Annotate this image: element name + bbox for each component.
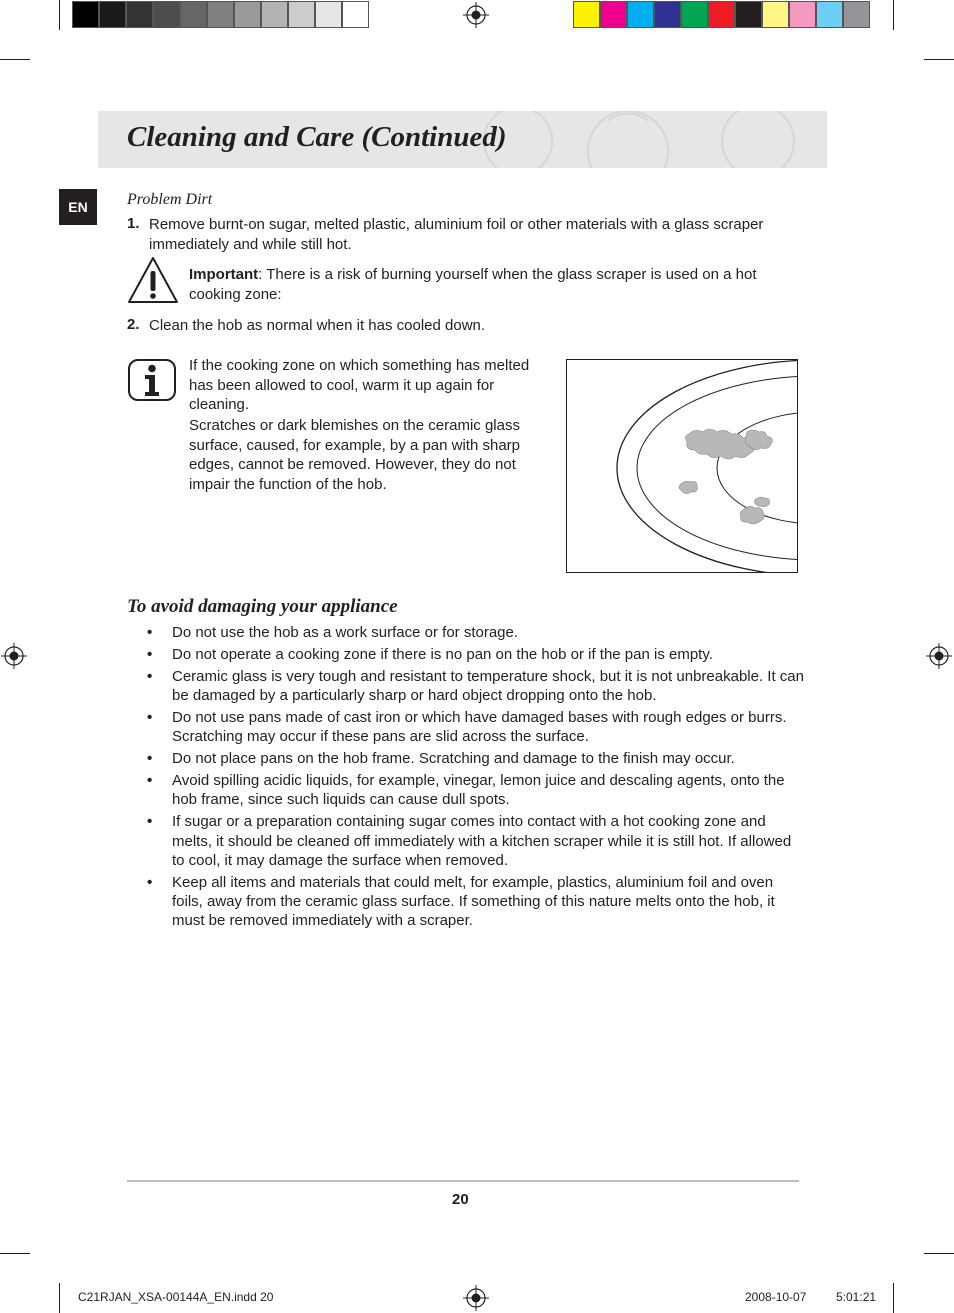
bullet-icon: •: [147, 708, 153, 726]
grayscale-swatch: [315, 1, 342, 28]
list-item-text: Do not use pans made of cast iron or which have damaged bases with rough edges or burrs. Scratching may occur if these pans are slid across the surface.: [172, 708, 787, 746]
problem-dirt-subheading: Problem Dirt: [127, 191, 213, 208]
tomato-watermark-icon: [458, 111, 827, 168]
process-color-swatch: [681, 1, 708, 28]
registration-mark-icon: [463, 1285, 489, 1311]
step-1-number: 1.: [127, 215, 140, 232]
crop-mark: [893, 0, 894, 30]
list-item-text: Do not operate a cooking zone if there is no pan on the hob or if the pan is empty.: [172, 645, 713, 663]
info-paragraph-1: If the cooking zone on which something has melted has been allowed to cool, warm it up again for cleaning.: [189, 357, 530, 413]
important-note: [189, 265, 804, 304]
hob-dirt-illustration: [566, 359, 798, 573]
grayscale-swatch: [342, 1, 369, 28]
bullet-icon: •: [147, 667, 153, 685]
bullet-icon: •: [147, 772, 153, 790]
crop-mark: [59, 0, 60, 30]
step-2-number: 2.: [127, 316, 140, 333]
crop-mark: [0, 59, 30, 60]
bullet-icon: •: [147, 813, 153, 831]
title-banner: [98, 111, 827, 168]
list-item-text: If sugar or a preparation containing sugar comes into contact with a hot cooking zone and melts, it should be cleaned off immediately with a kitchen scraper while it is still hot. If allowed to cool, it may damage the surface when removed.: [172, 813, 792, 869]
list-item: [147, 812, 807, 870]
grayscale-swatch: [207, 1, 234, 28]
crop-mark: [59, 1283, 60, 1313]
hob-zone-drawing: [567, 360, 798, 573]
grayscale-swatch: [288, 1, 315, 28]
step-1-text: Remove burnt-on sugar, melted plastic, aluminium foil or other materials with a glass scraper immediately and while still hot.: [149, 216, 764, 253]
grayscale-swatch: [234, 1, 261, 28]
important-label: Important: [189, 266, 259, 283]
bullet-icon: •: [147, 873, 153, 891]
grayscale-swatch: [153, 1, 180, 28]
list-item: [147, 623, 807, 642]
registration-mark-icon: [463, 2, 489, 28]
grayscale-swatch: [126, 1, 153, 28]
info-paragraph-2: Scratches or dark blemishes on the ceramic glass surface, caused, for example, by a pan with sharp edges, cannot be removed. However, they do not impair the function of the hob.: [189, 417, 521, 493]
crop-mark: [924, 59, 954, 60]
registration-mark-icon: [1, 643, 27, 669]
page-title: Cleaning and Care (Continued): [127, 121, 507, 153]
list-item: [147, 645, 807, 664]
list-item: [147, 708, 807, 747]
warning-triangle-icon: [127, 256, 179, 304]
process-color-bar: [573, 1, 870, 29]
list-item: [147, 873, 807, 931]
avoid-damage-heading: To avoid damaging your appliance: [127, 596, 398, 617]
language-tab: EN: [59, 189, 97, 225]
list-item-text: Do not place pans on the hob frame. Scratching and damage to the finish may occur.: [172, 750, 735, 768]
list-item-text: Ceramic glass is very tough and resistant to temperature shock, but it is not unbreakable. It can be damaged by a particularly sharp or hard object dropping onto the hob.: [172, 667, 804, 705]
process-color-swatch: [816, 1, 843, 28]
crop-mark: [0, 1253, 30, 1254]
step-2-text: Clean the hob as normal when it has cooled down.: [149, 317, 486, 334]
grayscale-swatch: [72, 1, 99, 28]
crop-mark: [893, 1283, 894, 1313]
bullet-icon: •: [147, 624, 153, 641]
info-icon: [128, 359, 176, 401]
page-number: 20: [452, 1191, 469, 1208]
print-time: 5:01:21: [836, 1290, 877, 1304]
process-color-swatch: [654, 1, 681, 28]
process-color-swatch: [735, 1, 762, 28]
list-item: [147, 771, 807, 810]
grayscale-color-bar: [72, 1, 369, 29]
avoid-damage-list: [147, 623, 807, 933]
list-item-text: Avoid spilling acidic liquids, for example, vinegar, lemon juice and descaling agents, onto the hob frame, since such liquids can cause dull spots.: [172, 772, 785, 809]
grayscale-swatch: [261, 1, 288, 28]
process-color-swatch: [627, 1, 654, 28]
process-color-swatch: [573, 1, 600, 28]
list-item: [147, 749, 807, 768]
grayscale-swatch: [99, 1, 126, 28]
list-item: [147, 667, 807, 706]
grayscale-swatch: [180, 1, 207, 28]
print-date: 2008-10-07: [745, 1290, 807, 1304]
process-color-swatch: [600, 1, 627, 28]
crop-mark: [924, 1253, 954, 1254]
footer-divider: [127, 1180, 799, 1182]
bullet-icon: •: [147, 645, 153, 663]
list-item-text: Keep all items and materials that could melt, for example, plastics, aluminium foil and oven foils, away from the ceramic glass surface. If something of this nature melts onto the hob, it must be removed immediately with a scraper.: [172, 873, 775, 930]
bullet-icon: •: [147, 750, 153, 768]
process-color-swatch: [762, 1, 789, 28]
list-item-text: Do not use the hob as a work surface or for storage.: [172, 624, 519, 641]
process-color-swatch: [843, 1, 870, 28]
file-slug: C21RJAN_XSA-00144A_EN.indd 20: [78, 1290, 274, 1304]
process-color-swatch: [708, 1, 735, 28]
registration-mark-icon: [926, 643, 952, 669]
process-color-swatch: [789, 1, 816, 28]
important-text: : There is a risk of burning yourself when the glass scraper is used on a hot cooking zone:: [189, 266, 757, 303]
